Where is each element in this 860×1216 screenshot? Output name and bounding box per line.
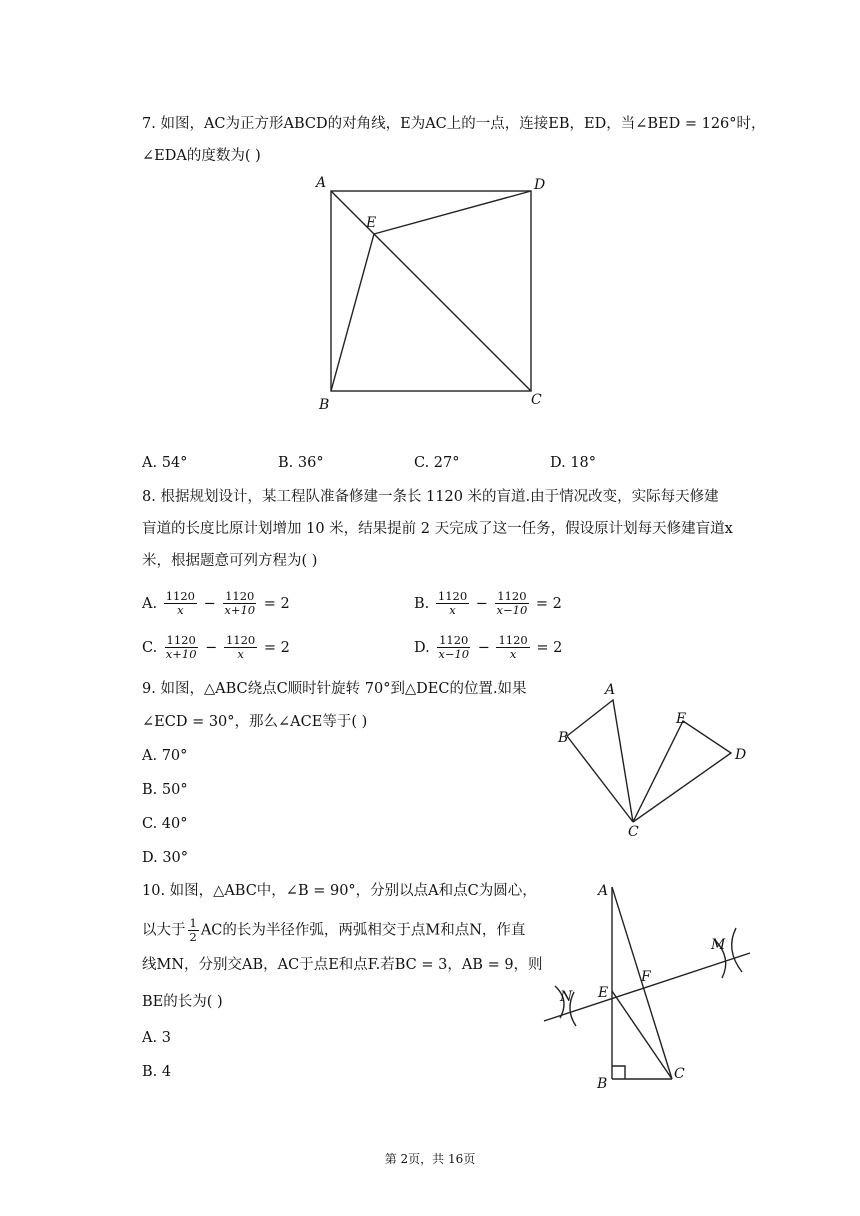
- q8-c-den-2: x: [237, 647, 244, 661]
- q7-option-b: B. 36°: [278, 455, 324, 471]
- q9-option-c: C. 40°: [142, 816, 188, 832]
- q8-b-rhs: = 2: [535, 595, 562, 612]
- q7-square-figure: [300, 170, 560, 420]
- q7-option-d: D. 18°: [550, 455, 597, 471]
- q8-option-b: [414, 590, 562, 617]
- q9-stem-line-2: ∠ECD = 30°，那么∠ACE等于( ): [142, 714, 368, 730]
- q8-option-b-letter: B.: [414, 595, 430, 612]
- q8-d-num-1: 1120: [439, 633, 469, 647]
- q8-d-num-2: 1120: [498, 633, 528, 647]
- q8-b-num-2: 1120: [497, 589, 527, 603]
- q9-label-d: D: [735, 747, 747, 763]
- q8-option-d-letter: D.: [414, 639, 430, 656]
- q8-a-num-2: 1120: [225, 589, 255, 603]
- q9-label-c: C: [628, 824, 639, 840]
- q8-stem-line-1: 8. 根据规划设计，某工程队准备修建一条长 1120 米的盲道.由于情况改变，实际每天修建: [142, 489, 719, 505]
- q8-option-b-frac-2: [495, 590, 530, 617]
- q10-stem-line-3: 线MN，分别交AB，AC于点E和点F.若BC = 3，AB = 9，则: [142, 957, 543, 973]
- q8-c-num-2: 1120: [225, 633, 256, 647]
- q8-b-num-1: 1120: [437, 589, 468, 603]
- q7-label-c: C: [531, 392, 542, 408]
- q8-option-d-frac-2: [496, 634, 529, 661]
- q10-half-den: 2: [189, 930, 197, 944]
- q8-d-minus: −: [477, 639, 490, 656]
- q10-half-num: 1: [189, 916, 197, 930]
- q8-a-den-2: x+10: [224, 603, 256, 617]
- q8-d-den-1: x−10: [438, 647, 470, 661]
- q8-option-c-letter: C.: [142, 639, 158, 656]
- q10-option-b: B. 4: [142, 1064, 172, 1080]
- q7-label-d: D: [534, 177, 546, 193]
- q8-option-c-frac-2: [224, 634, 257, 661]
- q9-label-a: A: [605, 682, 616, 698]
- q8-d-rhs: = 2: [536, 639, 563, 656]
- q8-a-minus: −: [203, 595, 216, 612]
- q8-a-rhs: = 2: [263, 595, 290, 612]
- q10-label-e: E: [598, 985, 609, 1001]
- q8-option-c-frac-1: [164, 634, 199, 661]
- q8-a-den-1: x: [177, 603, 184, 617]
- q7-option-c: C. 27°: [414, 455, 460, 471]
- q7-stem-line-1: 7. 如图，AC为正方形ABCD的对角线，E为AC上的一点，连接EB，ED，当∠BED = 126°时，: [142, 116, 766, 132]
- q7-option-a: A. 54°: [142, 455, 188, 471]
- q10-stem-line-4: BE的长为( ): [142, 994, 223, 1010]
- q8-b-den-1: x: [449, 603, 456, 617]
- q8-option-a-frac-1: [164, 590, 197, 617]
- q7-stem-line-2: ∠EDA的度数为( ): [142, 148, 261, 164]
- q9-option-d: D. 30°: [142, 850, 189, 866]
- q10-option-a: A. 3: [142, 1030, 171, 1046]
- q8-option-a-frac-2: [222, 590, 257, 617]
- q8-stem-line-2: 盲道的长度比原计划增加 10 米，结果提前 2 天完成了这一任务，假设原计划每天修建盲道x: [142, 521, 733, 537]
- q9-stem-line-1: 9. 如图，△ABC绕点C顺时针旋转 70°到△DEC的位置.如果: [142, 681, 527, 697]
- q9-option-a: A. 70°: [142, 748, 188, 764]
- q8-c-num-1: 1120: [166, 633, 196, 647]
- q9-label-e: E: [676, 711, 687, 727]
- q10-label-b: B: [597, 1076, 608, 1092]
- page-number-footer: 第 2页，共 16页: [384, 1152, 476, 1166]
- q10-stem-line-1: 10. 如图，△ABC中，∠B = 90°，分别以点A和点C为圆心，: [142, 883, 537, 899]
- q8-b-den-2: x−10: [496, 603, 528, 617]
- q9-rotation-figure: [550, 676, 760, 841]
- q8-b-minus: −: [475, 595, 488, 612]
- q10-construction-figure: [540, 880, 765, 1095]
- q8-d-den-2: x: [509, 647, 517, 661]
- q10-label-a: A: [598, 883, 609, 899]
- q8-option-d-frac-1: [436, 634, 471, 661]
- q8-option-a: [142, 590, 290, 617]
- q8-option-d: [414, 634, 562, 661]
- q7-label-b: B: [319, 397, 330, 413]
- q10-line2-prefix: 以大于: [142, 922, 186, 939]
- q8-option-a-letter: A.: [142, 595, 158, 612]
- q10-half-fraction: [188, 917, 199, 944]
- q10-label-f: F: [641, 969, 651, 985]
- q7-label-e: E: [366, 215, 377, 231]
- q9-label-b: B: [558, 730, 569, 746]
- q10-label-c: C: [674, 1066, 685, 1082]
- q8-option-c: [142, 634, 290, 661]
- q8-c-rhs: = 2: [263, 639, 290, 656]
- q8-c-den-1: x+10: [165, 647, 197, 661]
- q7-label-a: A: [316, 175, 327, 191]
- q8-a-num-1: 1120: [165, 589, 195, 603]
- q10-line2-suffix: AC的长为半径作弧，两弧相交于点M和点N，作直: [200, 922, 526, 939]
- q8-option-b-frac-1: [436, 590, 469, 617]
- q8-c-minus: −: [205, 639, 218, 656]
- q10-label-n: N: [560, 989, 573, 1005]
- q8-stem-line-3: 米，根据题意可列方程为( ): [142, 553, 318, 569]
- q10-label-m: M: [711, 937, 726, 953]
- q9-option-b: B. 50°: [142, 782, 188, 798]
- q10-stem-line-2: [142, 917, 525, 944]
